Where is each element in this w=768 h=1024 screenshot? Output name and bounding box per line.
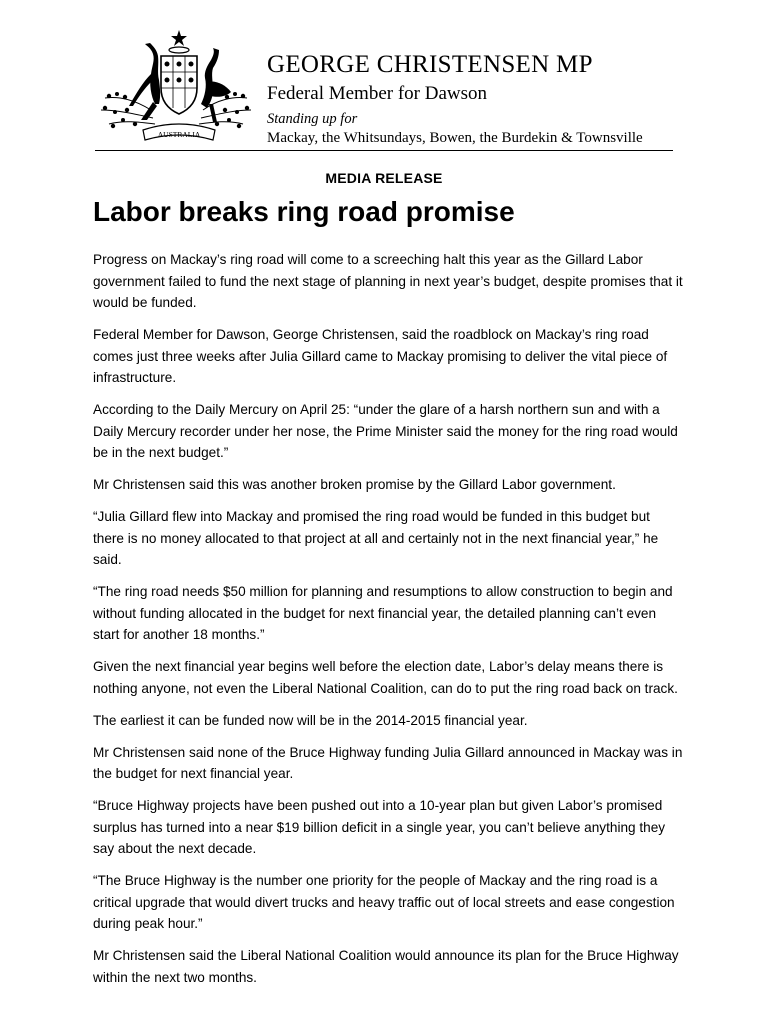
headline: Labor breaks ring road promise — [93, 196, 515, 227]
electorate-areas: Mackay, the Whitsundays, Bowen, the Burdekin & Townsville — [267, 130, 643, 146]
paragraph: Mr Christensen said this was another broken promise by the Gillard Labor government. — [93, 477, 616, 492]
crest-scroll-text: AUSTRALIA — [157, 130, 201, 139]
paragraph: Mr Christensen said the Liberal National Coalition would announce its plan for the Bruce Highway within the next two months. — [93, 948, 679, 985]
coat-of-arms-icon — [95, 26, 257, 146]
paragraph: According to the Daily Mercury on April 25: “under the glare of a harsh northern sun and with a Daily Mercury recorder under her nose, the Prime Minister said the money for the ring road would be in the next budget.” — [93, 402, 678, 460]
paragraph: “The Bruce Highway is the number one priority for the people of Mackay and the ring road is a critical upgrade that would divert trucks and heavy traffic out of local streets and ease congestion during peak hour.” — [93, 873, 675, 931]
letterhead — [95, 26, 673, 152]
paragraph: “The ring road needs $50 million for planning and resumptions to allow construction to begin and without funding allocated in the budget for next financial year, the detailed planning can’t even start for another 18 months.” — [93, 584, 673, 642]
paragraph: “Bruce Highway projects have been pushed out into a 10-year plan but given Labor’s promised surplus has turned into a near $19 billion deficit in a single year, you can’t believe anything they say about the next decade. — [93, 798, 666, 856]
member-name: GEORGE CHRISTENSEN MP — [267, 51, 593, 78]
paragraph: Federal Member for Dawson, George Christensen, said the roadblock on Mackay’s ring road comes just three weeks after Julia Gillard came to Mackay promising to deliver the vital piece of infrastructure. — [93, 327, 668, 385]
release-body — [93, 249, 683, 999]
paragraph: Mr Christensen said none of the Bruce Highway funding Julia Gillard announced in Mackay was in the budget for next financial year. — [93, 744, 683, 781]
paragraph: The earliest it can be funded now will be in the 2014-2015 financial year. — [93, 712, 528, 728]
media-release-label: MEDIA RELEASE — [325, 170, 443, 186]
standing-up-for: Standing up for — [267, 111, 358, 127]
member-office: Federal Member for Dawson — [267, 83, 488, 104]
paragraph: Progress on Mackay’s ring road will come to a screeching halt this year as the Gillard Labor government failed to fund the next stage of planning in next year’s budget, despite promises that it would be funded. — [93, 252, 683, 310]
paragraph: “Julia Gillard flew into Mackay and promised the ring road would be funded in this budget but there is no money allocated to that project at all and certainly not in the next financial year,” he said. — [93, 509, 659, 567]
paragraph: Given the next financial year begins well before the election date, Labor’s delay means there is nothing anyone, not even the Liberal National Coalition, can do to put the ring road back on track. — [93, 659, 678, 696]
letterhead-divider — [95, 150, 673, 151]
